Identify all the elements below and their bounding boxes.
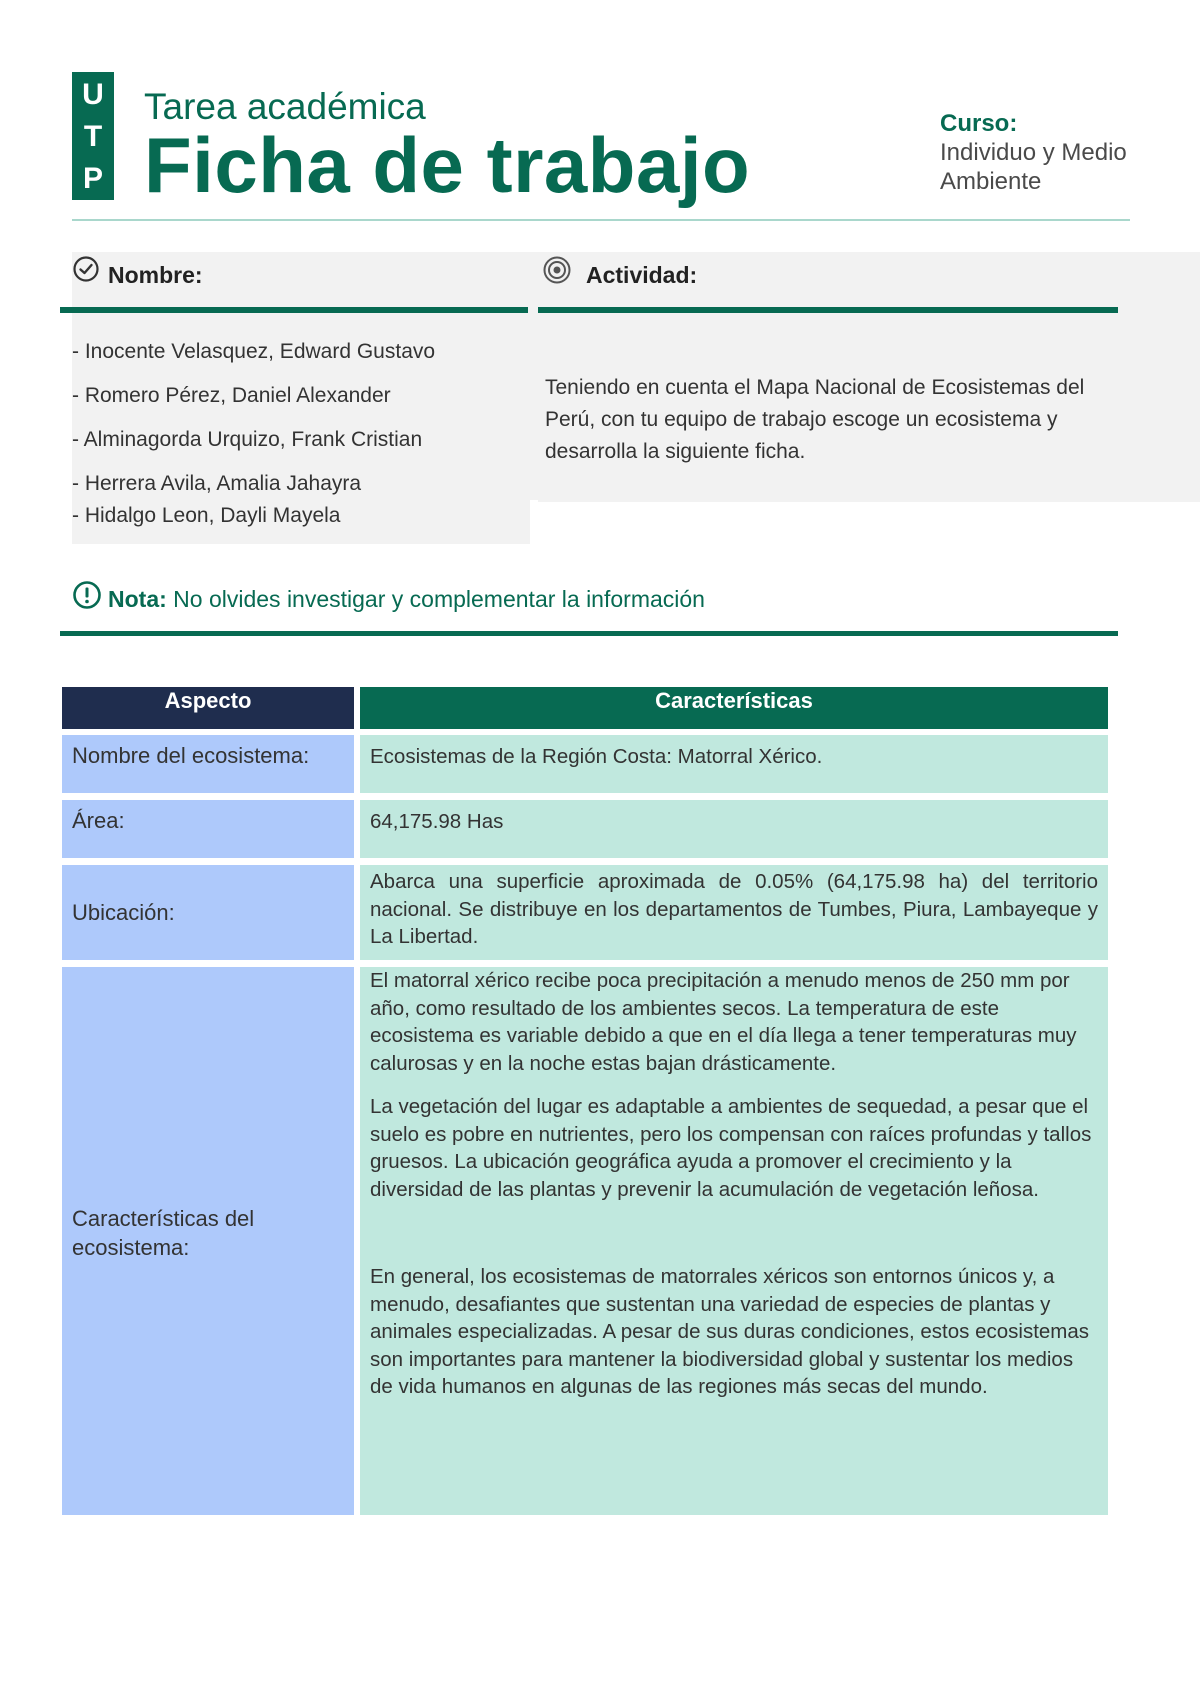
- nombre-divider: [60, 307, 528, 313]
- table-cell-value: Abarca una superficie aproximada de 0.05% (64,175.98 ha) del territorio nacional. Se distribuye en los departamentos de Tumbes, Piura, Lambayeque y La Libertad.: [360, 865, 1108, 960]
- page-subtitle: Tarea académica: [144, 86, 426, 127]
- target-icon: [542, 255, 572, 285]
- table-cell-aspect: Nombre del ecosistema:: [62, 735, 354, 793]
- table-cell-value: Ecosistemas de la Región Costa: Matorral Xérico.: [360, 735, 1108, 793]
- paragraph: En general, los ecosistemas de matorrales xéricos son entornos únicos y, a menudo, desafiantes que sustentan una variedad de especies de plantas y animales especializadas. A pesar de sus duras condiciones, estos ecosistemas son importantes para mantener la biodiversidad global y sustentar los medios de vida humanos en algunas de las regiones más secas del mundo.: [370, 1265, 1090, 1398]
- utp-logo: [72, 72, 114, 200]
- member-item: - Alminagorda Urquizo, Frank Cristian: [72, 428, 423, 451]
- table-header-aspecto: Aspecto: [62, 687, 354, 729]
- actividad-text: Teniendo en cuenta el Mapa Nacional de Ecosistemas del Perú, con tu equipo de trabajo escoge un ecosistema y desarrolla la siguiente ficha.: [545, 376, 1085, 463]
- info-panel-gap: [530, 500, 538, 544]
- logo-letter-p: P: [82, 162, 103, 195]
- nota-label: Nota:: [108, 586, 167, 612]
- table-cell-aspect: Características del ecosistema:: [62, 967, 354, 1515]
- table-cell-aspect: Área:: [62, 800, 354, 858]
- nota-line: [108, 586, 705, 613]
- alert-icon: [72, 580, 102, 610]
- header-divider: [72, 219, 1130, 221]
- member-item: - Herrera Avila, Amalia Jahayra: [72, 472, 362, 495]
- paragraph: El matorral xérico recibe poca precipitación a menudo menos de 250 mm por año, como resultado de los ambientes secos. La temperatura de este ecosistema es variable debido a que en el día llega a tener temperaturas muy calurosas y en la noche estas bajan drásticamente.: [370, 969, 1077, 1075]
- actividad-divider: [538, 307, 1118, 313]
- member-item: - Romero Pérez, Daniel Alexander: [72, 384, 391, 407]
- member-item: - Hidalgo Leon, Dayli Mayela: [72, 504, 341, 527]
- table-header-caracteristicas: Características: [360, 687, 1108, 729]
- page-title: Ficha de trabajo: [144, 121, 751, 209]
- actividad-heading: Actividad:: [586, 262, 698, 288]
- nota-divider: [60, 631, 1118, 636]
- table-cell-aspect: Ubicación:: [62, 865, 354, 960]
- member-item: - Inocente Velasquez, Edward Gustavo: [72, 340, 436, 363]
- course-label: Curso:: [940, 110, 1018, 137]
- logo-letter-u: U: [82, 78, 104, 111]
- check-badge-icon: [72, 255, 100, 283]
- nota-text: No olvides investigar y complementar la información: [173, 586, 705, 612]
- nombre-heading: Nombre:: [108, 262, 203, 288]
- table-cell-value: 64,175.98 Has: [360, 800, 1108, 858]
- logo-letter-t: T: [83, 120, 103, 153]
- info-panel-bottom: [538, 502, 1200, 546]
- course-value: Individuo y Medio Ambiente: [940, 139, 1127, 195]
- paragraph: La vegetación del lugar es adaptable a ambientes de sequedad, a pesar que el suelo es pobre en nutrientes, pero los compensan con raíces profundas y tallos gruesos. La ubicación geográfica ayuda a promover el crecimiento y la diversidad de las plantas y prevenir la acumulación de vegetación leñosa.: [370, 1095, 1092, 1201]
- table-cell-value: [360, 967, 1108, 1515]
